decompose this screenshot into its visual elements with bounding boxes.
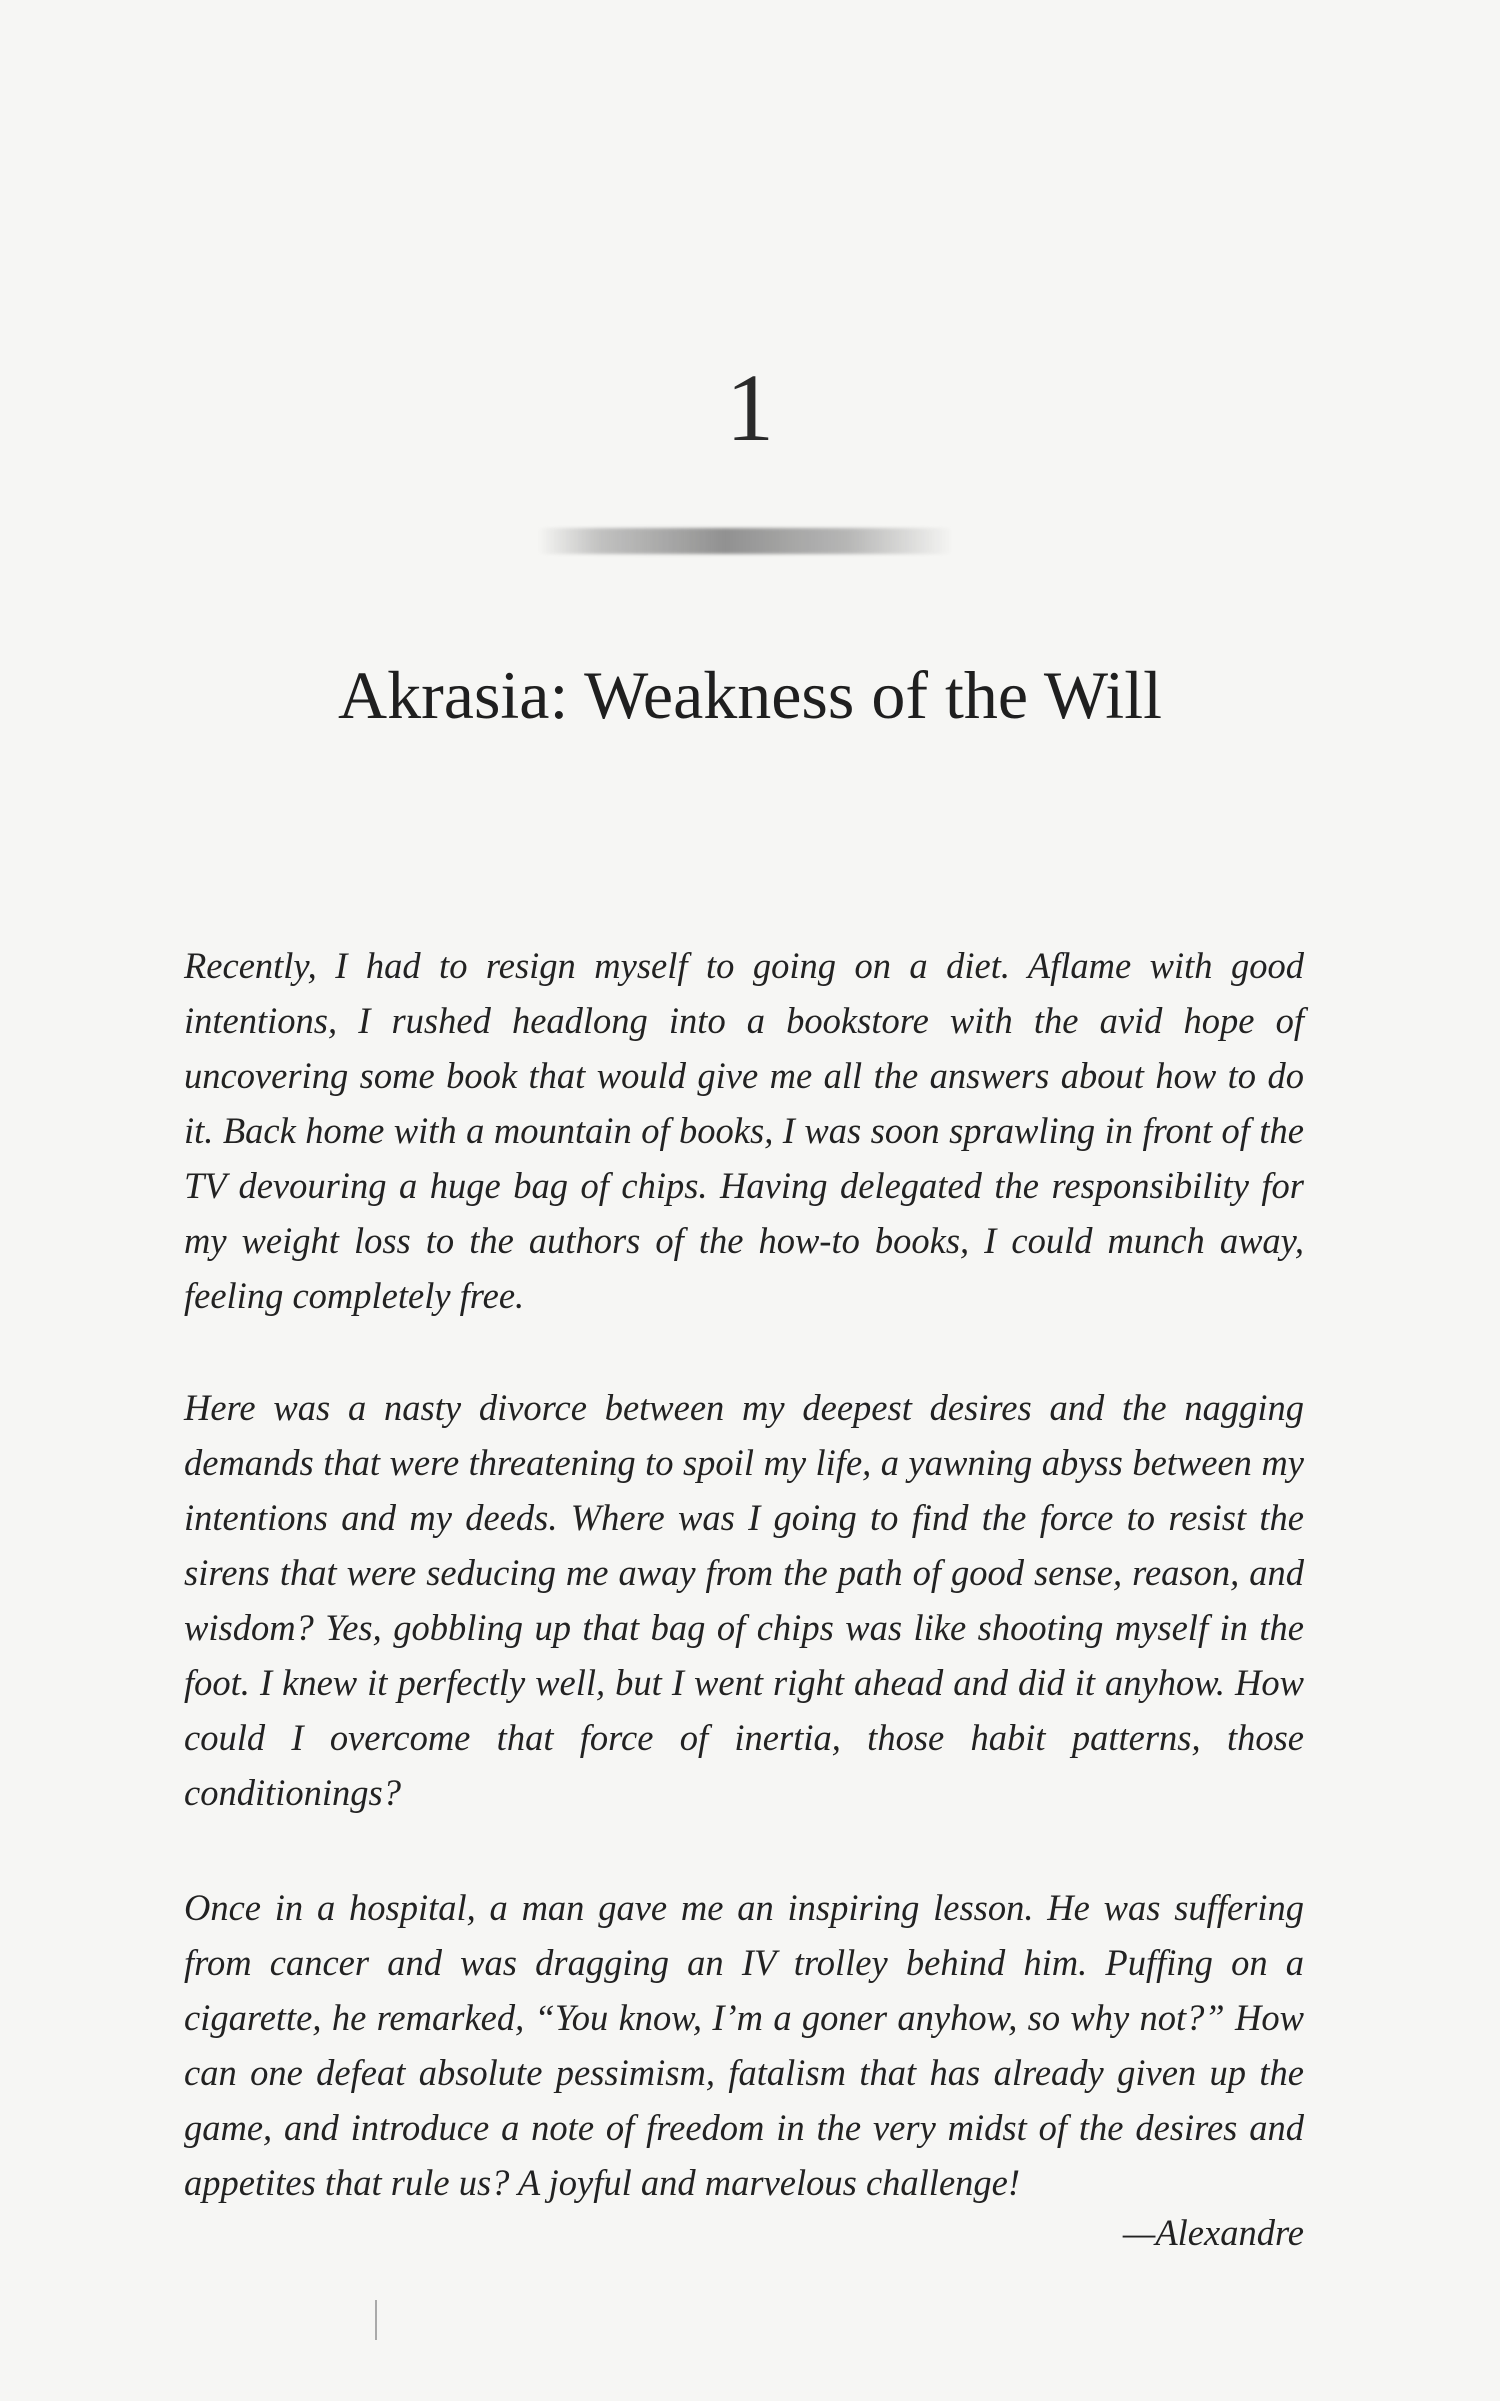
author-signature: —Alexandre: [1122, 2212, 1304, 2253]
paragraph-1: Recently, I had to resign myself to going on a diet. Aflame with good intentions, I rushed headlong into a bookstore with the avid hope of uncovering some book that would give me all the answers about how to do it. Back home with a mountain of books, I was soon sprawling in front of the TV devouring a huge bag of chips. Having delegated the responsibility for my weight loss to the authors of the how-to books, I could munch away, feeling completely free.: [184, 945, 1304, 1316]
paragraph-3: Once in a hospital, a man gave me an inspiring lesson. He was suffering from cancer and was dragging an IV trolley behind him. Puffing on a cigarette, he remarked, “You know, I’m a goner anyhow, so why not?” How can one defeat absolute pessimism, fatalism that has already given up the game, and introduce a note of freedom in the very midst of the desires and appetites that rule us? A joyful and marvelous challenge!: [184, 1887, 1304, 2203]
chapter-title: Akrasia: Weakness of the Will: [338, 657, 1162, 733]
chapter-number: 1: [726, 354, 774, 461]
paragraph-2: Here was a nasty divorce between my deepest desires and the nagging demands that were threatening to spoil my life, a yawning abyss between my intentions and my deeds. Where was I going to find the force to resist the sirens that were seducing me away from the path of good sense, reason, and wisdom? Yes, gobbling up that bag of chips was like shooting myself in the foot. I knew it perfectly well, but I went right ahead and did it anyhow. How could I overcome that force of inertia, those habit patterns, those conditionings?: [184, 1387, 1304, 1813]
chapter-divider: [538, 528, 953, 554]
scan-artifact: [375, 2300, 377, 2340]
